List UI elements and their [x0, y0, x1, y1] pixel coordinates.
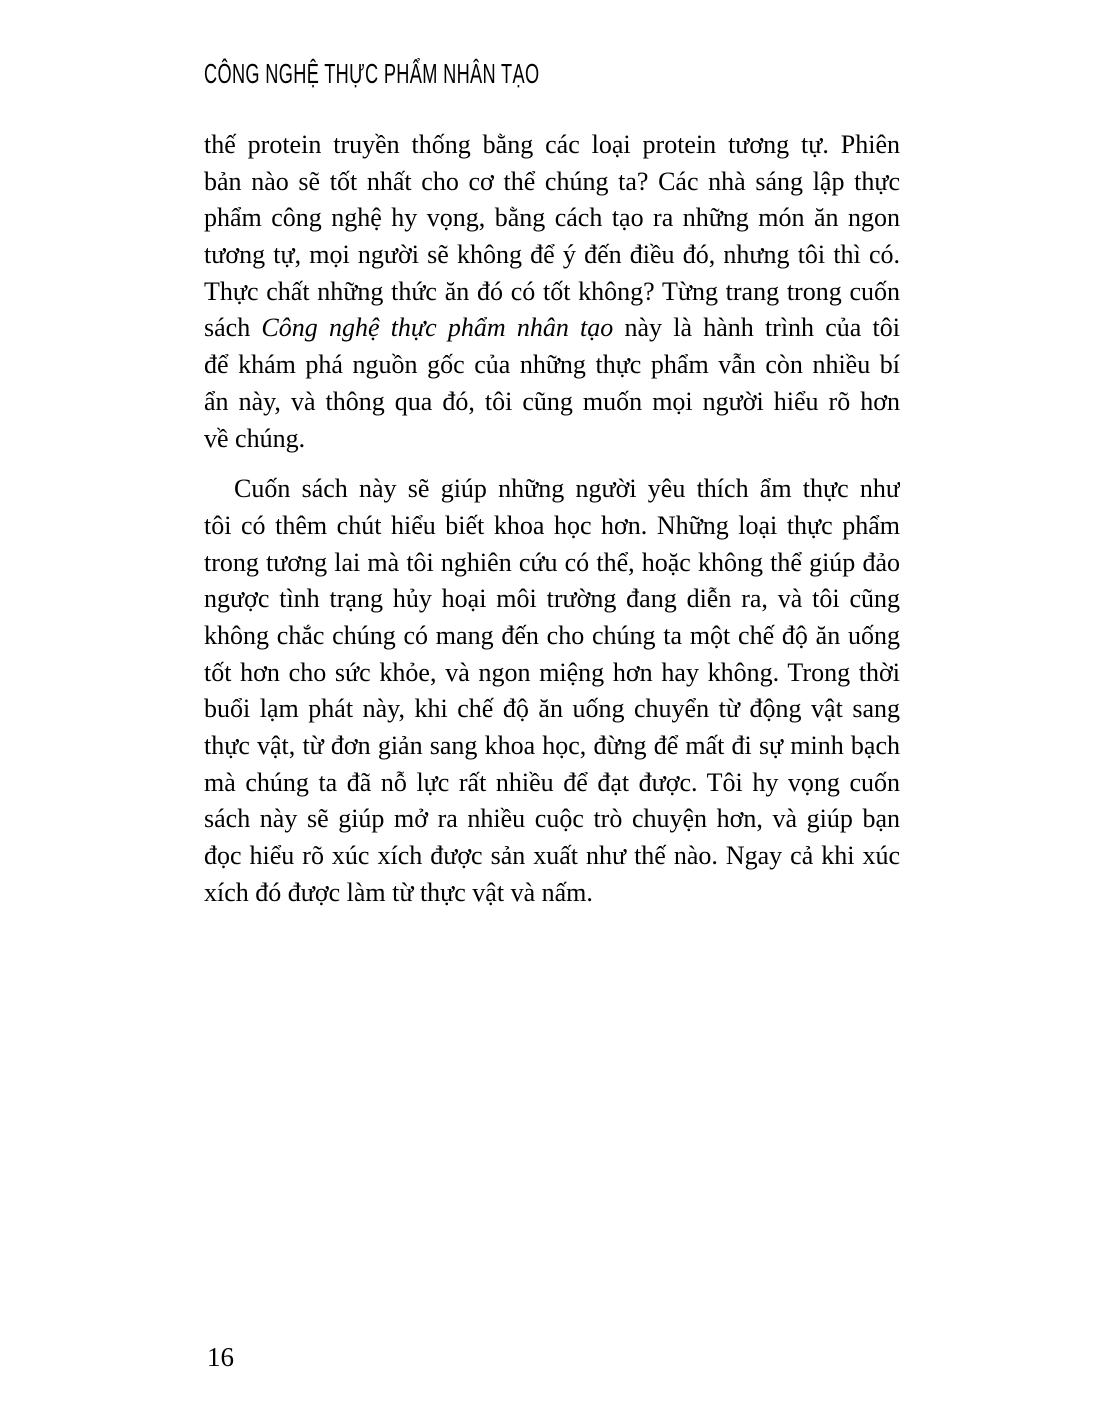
text-segment: phẩm công nghệ hy vọng, bằng cách tạo ra những món ăn ngon	[204, 203, 900, 233]
text-segment: không chắc chúng có mang đến cho chúng ta một chế độ ăn uống	[204, 620, 900, 650]
text-segment: tương tự, mọi người sẽ không để ý đến điều đó, nhưng tôi thì có.	[204, 240, 900, 270]
text-line	[204, 237, 900, 274]
text-line	[204, 581, 900, 618]
text-segment: thế protein truyền thống bằng các loại protein tương tự. Phiên	[204, 130, 900, 159]
text-segment: về chúng.	[204, 423, 306, 453]
text-line	[204, 838, 900, 875]
paragraph	[204, 471, 900, 911]
text-line	[204, 691, 900, 728]
text-segment: Thực chất những thức ăn đó có tốt không? Từng trang trong cuốn	[204, 276, 900, 306]
running-header: CÔNG NGHỆ THỰC PHẨM NHÂN TẠO	[204, 58, 540, 89]
text-segment: sách	[204, 313, 262, 343]
text-segment: này là hành trình của tôi	[613, 313, 900, 343]
text-segment: ngược tình trạng hủy hoại môi trường đang diễn ra, và tôi cũng	[204, 584, 900, 614]
text-segment: buổi lạm phát này, khi chế độ ăn uống chuyển từ động vật sang	[204, 694, 900, 724]
text-segment: xích đó được làm từ thực vật và nấm.	[204, 877, 593, 907]
text-line	[204, 875, 900, 912]
text-segment: mà chúng ta đã nỗ lực rất nhiều để đạt được. Tôi hy vọng cuốn	[204, 767, 900, 797]
book-title-italic: Công nghệ thực phẩm nhân tạo	[261, 313, 614, 343]
text-line	[204, 471, 900, 508]
text-line	[204, 655, 900, 692]
text-segment: thực vật, từ đơn giản sang khoa học, đừng để mất đi sự minh bạch	[204, 731, 900, 760]
text-segment: tốt hơn cho sức khỏe, và ngon miệng hơn hay không. Trong thời	[204, 657, 900, 687]
text-line	[204, 164, 900, 201]
text-segment: sách này sẽ giúp mở ra nhiều cuộc trò chuyện hơn, và giúp bạn	[204, 804, 900, 834]
text-line	[204, 765, 900, 802]
text-line	[204, 618, 900, 655]
text-line	[204, 200, 900, 237]
text-line	[204, 347, 900, 384]
paragraph	[204, 127, 900, 457]
text-line	[204, 127, 900, 164]
text-segment: đọc hiểu rõ xúc xích được sản xuất như thế nào. Ngay cả khi xúc	[204, 841, 900, 871]
text-line	[204, 728, 900, 765]
text-line	[204, 545, 900, 582]
body-text	[204, 127, 900, 911]
text-segment: tôi có thêm chút hiểu biết khoa học hơn. Những loại thực phẩm	[204, 510, 900, 540]
text-segment: Cuốn sách này sẽ giúp những người yêu thích ẩm thực như	[234, 474, 900, 504]
text-line	[204, 310, 900, 347]
text-segment: bản nào sẽ tốt nhất cho cơ thể chúng ta? Các nhà sáng lập thực	[204, 166, 900, 196]
text-line	[204, 384, 900, 421]
page-number: 16	[207, 1342, 234, 1372]
text-line	[204, 801, 900, 838]
text-segment: để khám phá nguồn gốc của những thực phẩm vẫn còn nhiều bí	[204, 350, 900, 380]
text-line	[204, 508, 900, 545]
text-line	[204, 274, 900, 311]
text-segment: ẩn này, và thông qua đó, tôi cũng muốn mọi người hiểu rõ hơn	[204, 386, 900, 416]
text-segment: trong tương lai mà tôi nghiên cứu có thể, hoặc không thể giúp đảo	[204, 547, 900, 577]
text-line	[204, 421, 900, 458]
